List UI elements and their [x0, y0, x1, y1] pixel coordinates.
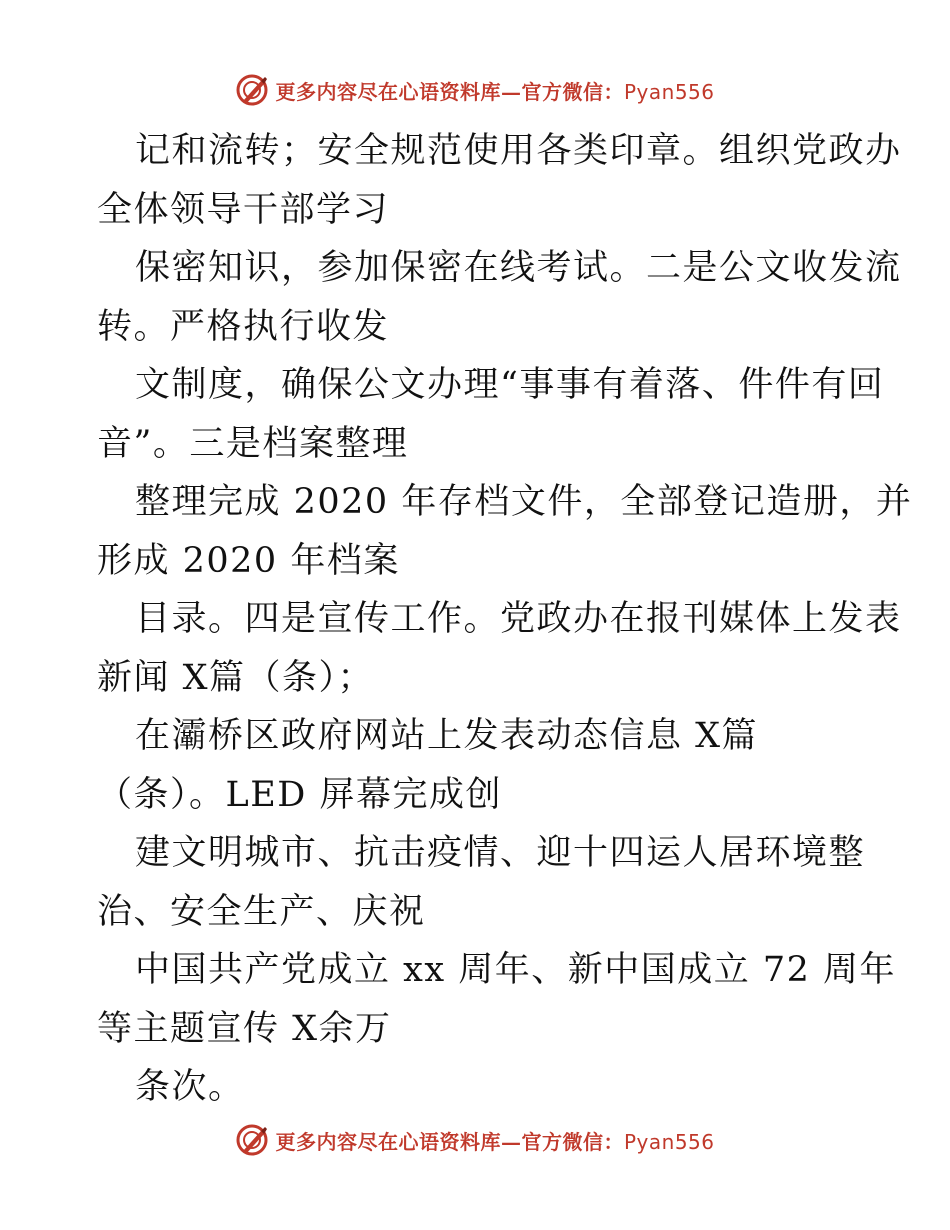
pen-logo-icon: [235, 1123, 269, 1157]
body-line: 等主题宣传 X余万: [97, 1008, 392, 1049]
body-line: 保密知识，参加保密在线考试。二是公文收发流: [135, 248, 902, 288]
body-line: 文制度，确保公文办理“事事有着落、件件有回: [135, 365, 885, 405]
body-line: 治、安全生产、庆祝: [97, 891, 426, 932]
body-line: 建文明城市、抗击疫情、迎十四运人居环境整: [135, 833, 866, 873]
footer-banner-handle: Pyan556: [623, 1129, 715, 1154]
body-line: 记和流转；安全规范使用各类印章。组织党政办: [135, 131, 902, 171]
footer-banner-text: [275, 1126, 714, 1155]
body-line: 中国共产党成立 xx 周年、新中国成立 72 周年: [135, 950, 897, 990]
footer-banner-label: 更多内容尽在心语资料库—官方微信：: [275, 1129, 624, 1154]
body-line: 整理完成 2020 年存档文件，全部登记造册，并: [135, 482, 913, 522]
pen-logo-icon: [235, 73, 269, 107]
header-banner: [0, 70, 950, 110]
body-line: 形成 2020 年档案: [97, 540, 400, 581]
body-line: 音”。三是档案整理: [97, 423, 409, 464]
header-banner-inner: [235, 73, 714, 107]
footer-banner-inner: [235, 1123, 714, 1157]
header-banner-handle: Pyan556: [623, 79, 715, 104]
header-banner-label: 更多内容尽在心语资料库—官方微信：: [275, 79, 624, 104]
footer-banner: [0, 1120, 950, 1160]
header-banner-text: [275, 76, 714, 105]
body-line: （条）。LED 屏幕完成创: [97, 774, 502, 815]
body-line: 在灞桥区政府网站上发表动态信息 X篇: [135, 716, 759, 756]
body-line: 转。严格执行收发: [97, 306, 390, 347]
body-line: 新闻 X篇（条）；: [97, 657, 375, 698]
body-line: 目录。四是宣传工作。党政办在报刊媒体上发表: [135, 599, 902, 639]
body-line: 全体领导干部学习: [97, 189, 390, 230]
body-line: 条次。: [135, 1067, 245, 1107]
document-body: [97, 122, 913, 1117]
